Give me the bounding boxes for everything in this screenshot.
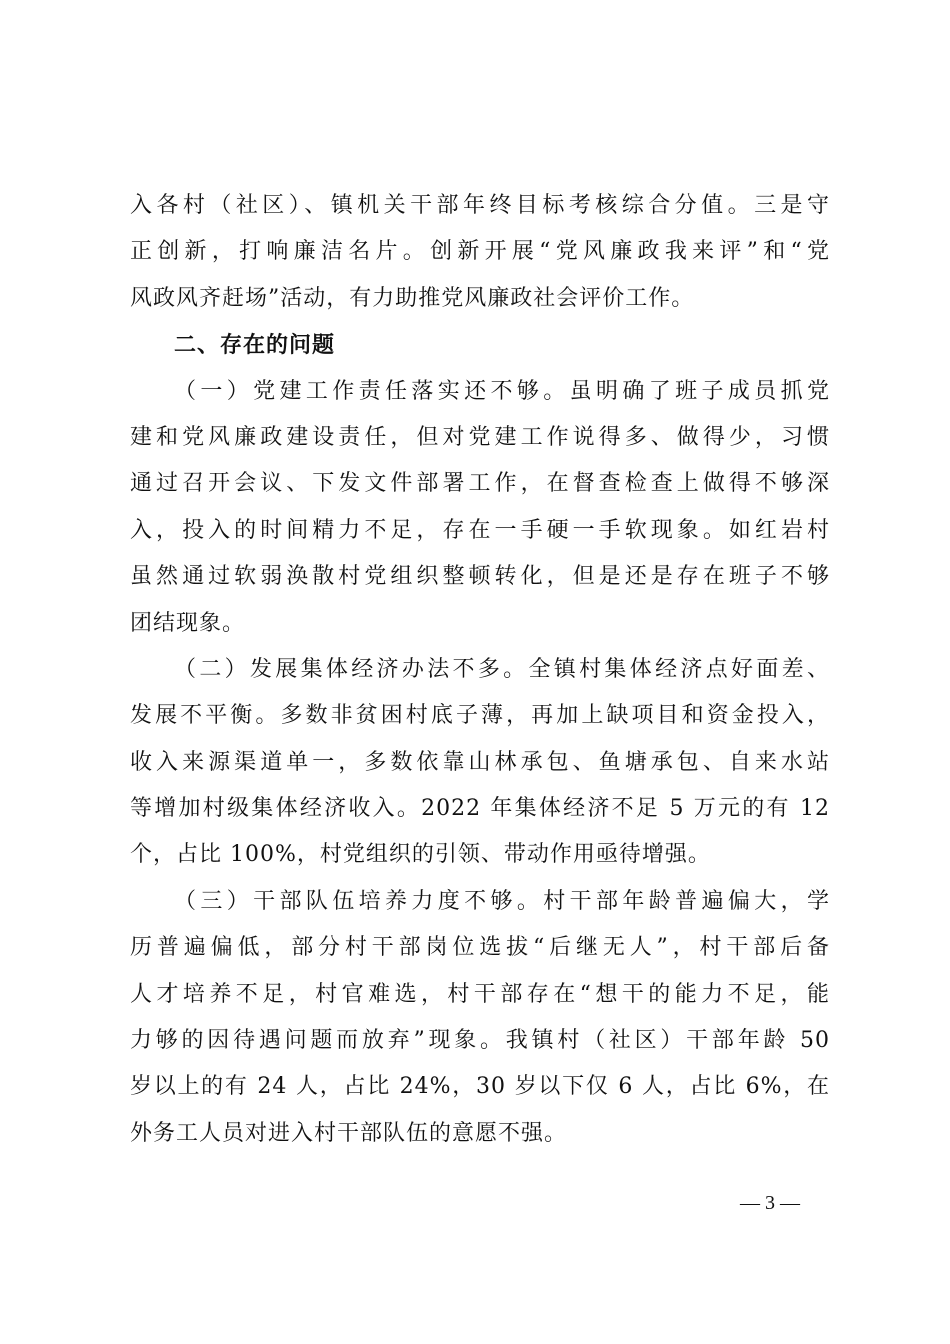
- section-heading: 二、存在的问题: [174, 332, 336, 359]
- paragraph-line: 风政风齐赶场”活动，有力助推党风廉政社会评价工作。: [130, 285, 695, 311]
- document-body: [130, 183, 830, 1157]
- paragraph-line: 等增加村级集体经济收入。2022 年集体经济不足 5 万元的有 12: [130, 796, 830, 822]
- paragraph-line: 虽然通过软弱涣散村党组织整顿转化，但是还是存在班子不够: [130, 564, 830, 590]
- paragraph-line: 入，投入的时间精力不足，存在一手硬一手软现象。如红岩村: [130, 517, 830, 543]
- paragraph-line: 力够的因待遇问题而放弃”现象。我镇村（社区）干部年龄 50: [130, 1028, 830, 1054]
- paragraph-line: （三）干部队伍培养力度不够。村干部年龄普遍偏大，学: [174, 888, 830, 914]
- paragraph-line: （二）发展集体经济办法不多。全镇村集体经济点好面差、: [174, 656, 830, 682]
- paragraph-line: 收入来源渠道单一，多数依靠山林承包、鱼塘承包、自来水站: [130, 749, 830, 775]
- paragraph-line: 岁以上的有 24 人，占比 24%，30 岁以下仅 6 人，占比 6%，在: [130, 1074, 830, 1100]
- paragraph-line: 发展不平衡。多数非贫困村底子薄，再加上缺项目和资金投入，: [130, 703, 830, 729]
- paragraph-line: 团结现象。: [130, 610, 246, 636]
- paragraph-line: 入各村（社区）、镇机关干部年终目标考核综合分值。三是守: [130, 193, 830, 218]
- paragraph-line: （一）党建工作责任落实还不够。虽明确了班子成员抓党: [174, 378, 830, 404]
- page-number: — 3 —: [740, 1192, 800, 1214]
- paragraph-line: 建和党风廉政建设责任，但对党建工作说得多、做得少，习惯: [130, 424, 830, 450]
- paragraph-line: 通过召开会议、下发文件部署工作，在督查检查上做得不够深: [130, 471, 830, 497]
- paragraph-line: 人才培养不足，村官难选，村干部存在“想干的能力不足，能: [130, 981, 830, 1007]
- paragraph-line: 正创新，打响廉洁名片。创新开展“党风廉政我来评”和“党: [130, 239, 830, 265]
- paragraph-line: 个，占比 100%，村党组织的引领、带动作用亟待增强。: [130, 842, 711, 868]
- paragraph-line: 历普遍偏低，部分村干部岗位选拔“后继无人”，村干部后备: [130, 935, 830, 961]
- paragraph-line: 外务工人员对进入村干部队伍的意愿不强。: [130, 1120, 568, 1146]
